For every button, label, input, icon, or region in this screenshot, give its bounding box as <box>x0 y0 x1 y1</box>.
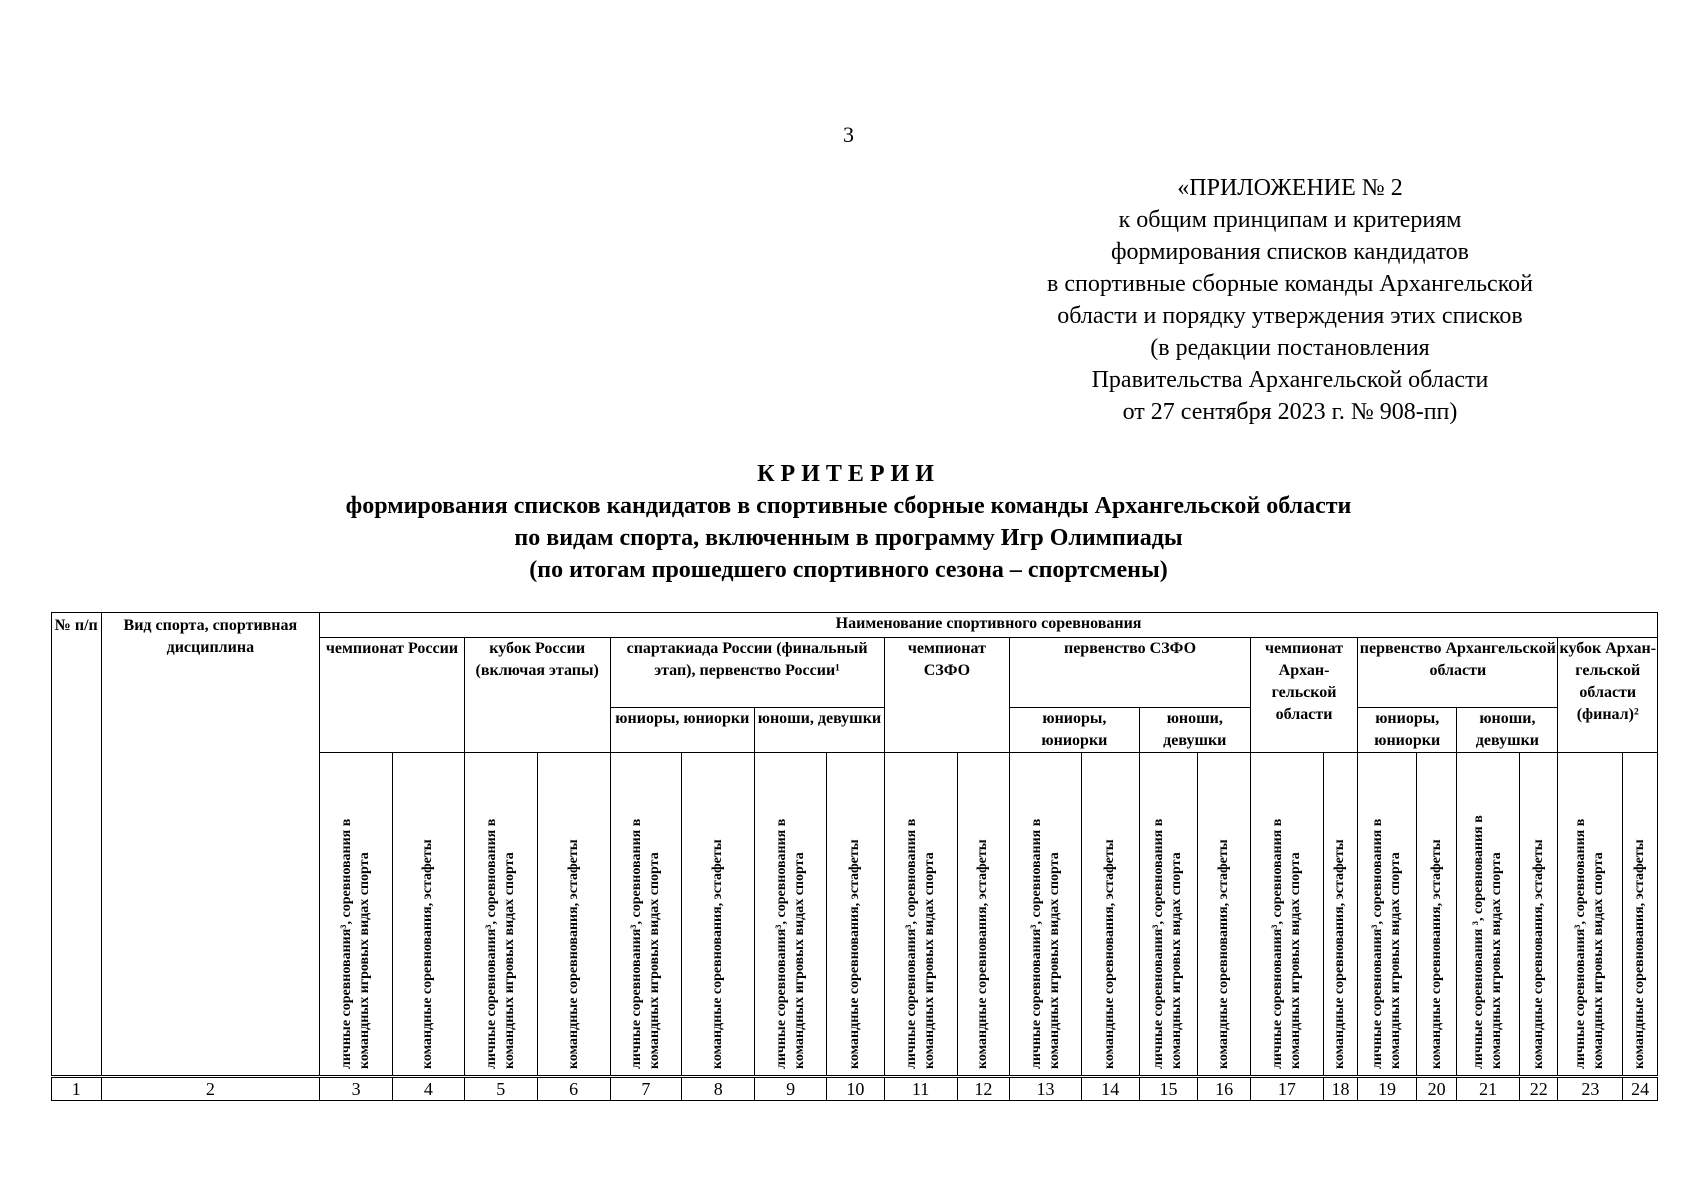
col-personal: личные соревнования³, соревнования в командных игровых видах спорта <box>1558 753 1623 1077</box>
col-number: 5 <box>464 1077 537 1101</box>
group-cup-russia: кубок России (включая этапы) <box>464 638 610 753</box>
col-number: 12 <box>957 1077 1010 1101</box>
group-cup-arkh: кубок Архан-гельской области (финал)² <box>1558 638 1658 753</box>
group-championship-arkh: чемпионат Архан-гельской области <box>1250 638 1357 753</box>
appendix-line: «ПРИЛОЖЕНИЕ № 2 <box>1177 175 1403 201</box>
group-championship-szfo: чемпионат СЗФО <box>884 638 1009 753</box>
title-line: формирования списков кандидатов в спортивные сборные команды Архангельской области <box>345 493 1352 519</box>
appendix-header <box>985 172 1595 428</box>
col-number: 6 <box>537 1077 610 1101</box>
col-number: 17 <box>1250 1077 1323 1101</box>
col-team: командные соревнования, эстафеты <box>957 753 1010 1077</box>
col-personal: личные соревнования³, соревнования в командных игровых видах спорта <box>1010 753 1082 1077</box>
col-personal: личные соревнования³, соревнования в командных игровых видах спорта <box>320 753 393 1077</box>
col-number: 4 <box>392 1077 464 1101</box>
col-number: 16 <box>1198 1077 1251 1101</box>
col-number: 24 <box>1623 1077 1658 1101</box>
appendix-line: к общим принципам и критериям <box>1118 207 1462 233</box>
document-title <box>200 458 1497 586</box>
col-team: командные соревнования, эстафеты <box>392 753 464 1077</box>
col-number: 9 <box>755 1077 827 1101</box>
col-personal: личные соревнования³, соревнования в командных игровых видах спорта <box>1139 753 1198 1077</box>
col-number: 22 <box>1520 1077 1558 1101</box>
col-personal: личные соревнования³, соревнования в командных игровых видах спорта <box>610 753 682 1077</box>
col-number: 2 <box>101 1077 320 1101</box>
col-number: 1 <box>52 1077 102 1101</box>
col-personal: личные соревнования³, соревнования в командных игровых видах спорта <box>884 753 957 1077</box>
subgroup-youth: юноши, девушки <box>1139 708 1250 753</box>
col-number: 13 <box>1010 1077 1082 1101</box>
col-number: 10 <box>827 1077 885 1101</box>
col-team: командные соревнования, эстафеты <box>1081 753 1139 1077</box>
col-personal: личные соревнования³, соревнования в командных игровых видах спорта <box>1358 753 1417 1077</box>
appendix-line: Правительства Архангельской области <box>1091 367 1489 393</box>
col-team: командные соревнования, эстафеты <box>1198 753 1251 1077</box>
col-personal: личные соревнования³, соревнования в командных игровых видах спорта <box>464 753 537 1077</box>
col-team: командные соревнования, эстафеты <box>1323 753 1357 1077</box>
subgroup-juniors: юниоры, юниорки <box>610 708 755 753</box>
col-number: 23 <box>1558 1077 1623 1101</box>
col-team: командные соревнования, эстафеты <box>827 753 885 1077</box>
group-first-arkh: первенство Архангельской области <box>1358 638 1558 708</box>
subgroup-youth: юноши, девушки <box>1457 708 1558 753</box>
appendix-line: в спортивные сборные команды Архангельской <box>1047 271 1533 297</box>
col-team: командные соревнования, эстафеты <box>1623 753 1658 1077</box>
col-number: 14 <box>1081 1077 1139 1101</box>
col-number: 11 <box>884 1077 957 1101</box>
title-heading: КРИТЕРИИ <box>757 461 940 487</box>
group-spartakiad-russia: спартакиада России (финальный этап), первенство России¹ <box>610 638 884 708</box>
page-number: 3 <box>843 122 854 147</box>
col-number: 8 <box>682 1077 755 1101</box>
col-personal: личные соревнования³, соревнования в командных игровых видах спорта <box>1250 753 1323 1077</box>
col-number: 7 <box>610 1077 682 1101</box>
col-number: 21 <box>1457 1077 1520 1101</box>
appendix-line: (в редакции постановления <box>1150 335 1430 361</box>
appendix-line: от 27 сентября 2023 г. № 908-пп) <box>1122 399 1458 425</box>
col-number: 20 <box>1416 1077 1456 1101</box>
col-team: командные соревнования, эстафеты <box>1520 753 1558 1077</box>
col-number: 18 <box>1323 1077 1357 1101</box>
appendix-line: формирования списков кандидатов <box>1111 239 1469 265</box>
header-competition: Наименование спортивного соревнования <box>320 613 1658 638</box>
col-number: 3 <box>320 1077 393 1101</box>
appendix-line: области и порядку утверждения этих списков <box>1057 303 1523 329</box>
header-num: № п/п <box>52 613 102 1077</box>
col-number: 15 <box>1139 1077 1198 1101</box>
title-line: по видам спорта, включенным в программу Игр Олимпиады <box>514 525 1183 551</box>
col-team: командные соревнования, эстафеты <box>1416 753 1456 1077</box>
col-team: командные соревнования, эстафеты <box>682 753 755 1077</box>
title-line: (по итогам прошедшего спортивного сезона – спортсмены) <box>529 557 1168 583</box>
group-first-szfo: первенство СЗФО <box>1010 638 1251 708</box>
group-championship-russia: чемпионат России <box>320 638 465 753</box>
criteria-table <box>51 612 1658 1101</box>
col-number: 19 <box>1358 1077 1417 1101</box>
col-team: командные соревнования, эстафеты <box>537 753 610 1077</box>
header-sport: Вид спорта, спортивная дисциплина <box>101 613 320 1077</box>
subgroup-juniors: юниоры, юниорки <box>1010 708 1140 753</box>
subgroup-youth: юноши, девушки <box>755 708 885 753</box>
subgroup-juniors: юниоры, юниорки <box>1358 708 1457 753</box>
col-personal: личные соревнования ³, соревнования в командных игровых видах спорта <box>1457 753 1520 1077</box>
col-personal: личные соревнования³, соревнования в командных игровых видах спорта <box>755 753 827 1077</box>
